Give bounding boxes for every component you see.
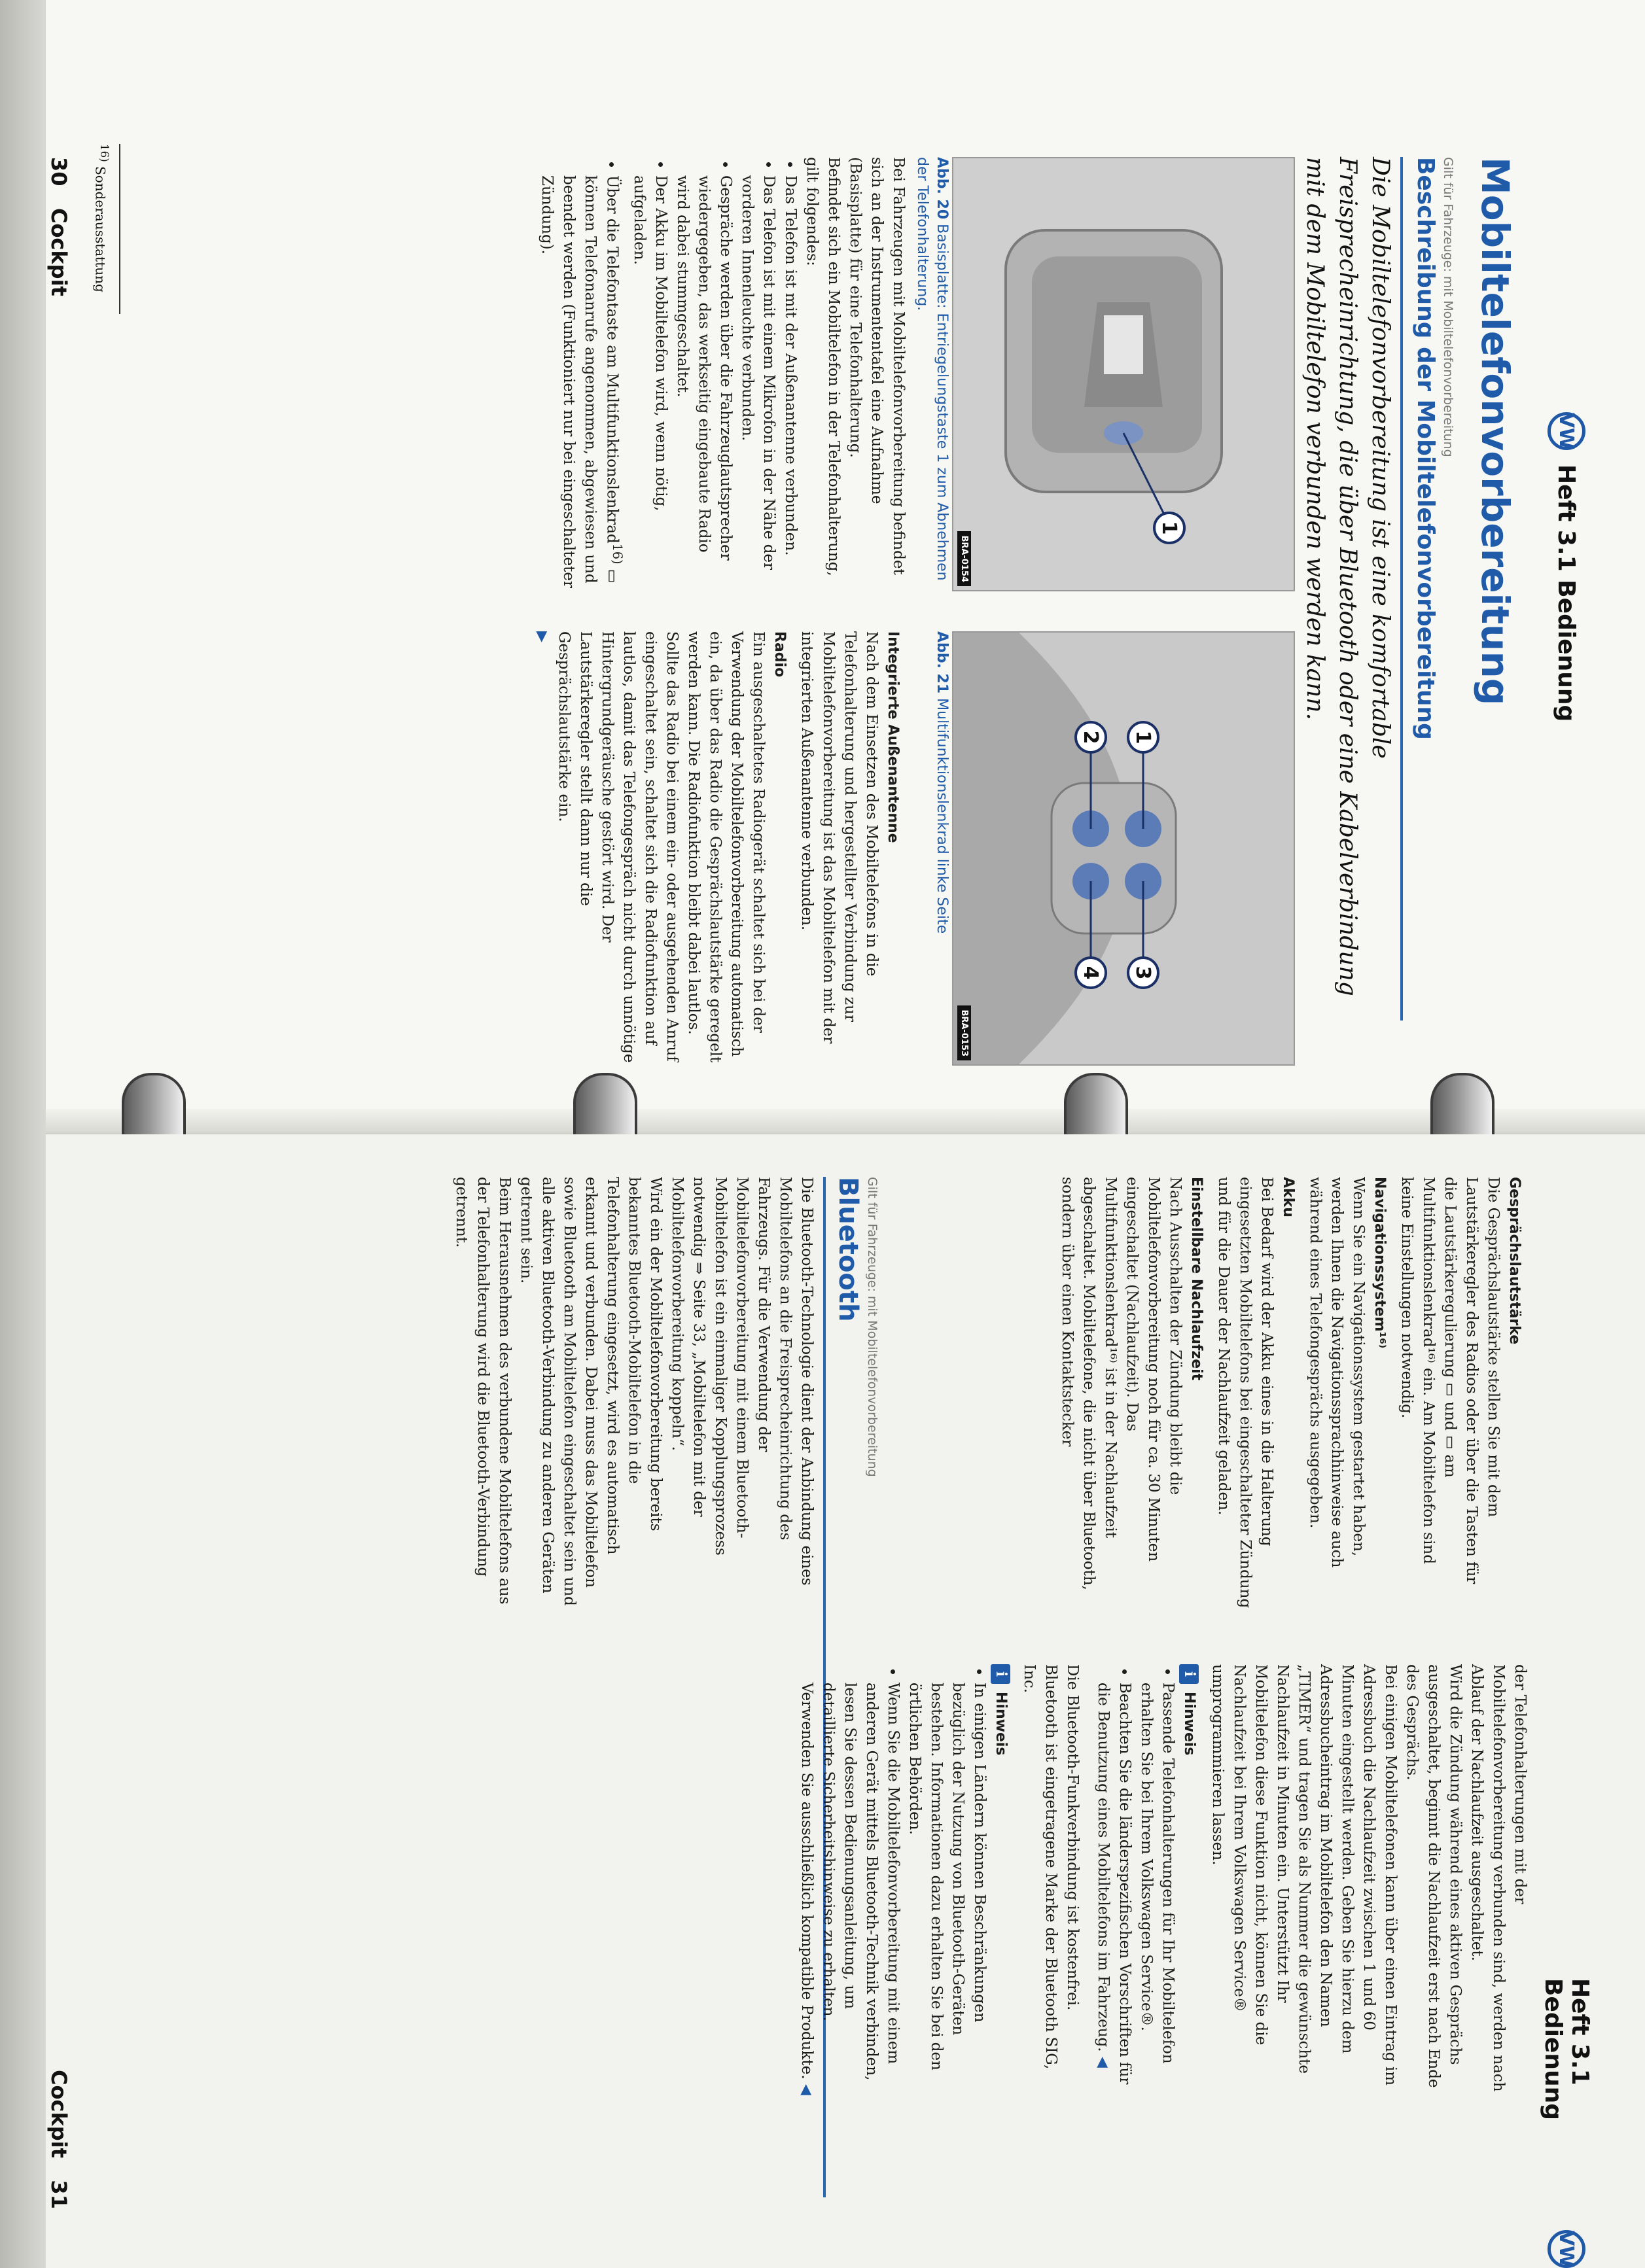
bluetooth-column (450, 1177, 817, 1609)
intro-text: Die Mobiltelefonvorbereitung ist eine komfortable Freisprecheinrichtung, die über Bluetooth oder eine Kabelverbindung mit dem Mobiltelefon verbunden werden kann. (1301, 157, 1394, 996)
steering-wheel-illustration (953, 633, 1294, 1064)
right-page (0, 1134, 1645, 2268)
page-number-left: 30 (46, 157, 71, 186)
col2-heading-radio: Radio (771, 631, 788, 678)
col1-bullet-2: • Das Telefon ist mit einem Mikrofon in der Nähe der vorderen Innenleuchte verbunden. (736, 175, 779, 589)
footnote (92, 144, 111, 292)
page-header-right (1540, 1978, 1593, 2268)
footnote-ref: 16) (610, 543, 625, 565)
hinweis-2-bullet-1: • In einigen Ländern können Beschränkungen bezüglich der Nutzung von Bluetooth-Geräten bestehen. Informationen dazu erhalten Sie bei den örtlichen Behörden. (904, 1683, 990, 2096)
fig21-tag: BRA-0153 (957, 1005, 971, 1060)
figure-21 (952, 631, 1295, 1066)
info-icon: i (1180, 1664, 1199, 1684)
bluetooth-paragraph-3: Beim Herausnehmen des verbundene Mobiltelefons aus der Telefonhalterung wird die Bluetooth-Verbindung getrennt. (453, 1177, 513, 1605)
end-marker-icon: ◀ (798, 2084, 815, 2095)
bluetooth-title: Bluetooth (833, 1177, 863, 1322)
column-2 (531, 631, 909, 1063)
hinweis-1-label: Hinweis (1181, 1692, 1197, 1756)
main-title: Mobiltelefonvorbereitung (1473, 157, 1517, 706)
fig20-caption-callout: 1 (934, 453, 950, 463)
header-title-right: Heft 3.1 Bedienung (1540, 1978, 1593, 2121)
footnote-rule (119, 144, 120, 314)
fig21-caption (932, 631, 951, 1063)
hinweis-2-label: Hinweis (993, 1692, 1009, 1756)
col2-paragraph-2: Ein ausgeschaltetes Radiogerät schaltet sich bei der Verwendung der Mobiltelefonvorbereitung automatisch ein, da über das Radio die Gesprächslautstärke geregelt werden kann. Die Radiofunktion bleibt dabei lautlos. (685, 631, 767, 1063)
col4-paragraph-3: Bei einigen Mobiltelefonen kann über einen Eintrag im Adressbuch die Nachlaufzeit zwischen 1 und 60 Minuten eingestellt werden. Geben Sie hierzu dem Adressbucheintrag im Mobiltelefon den Namen „TIMER“ und tragen Sie als Nummer die gewünschte Nachlaufzeit in Minuten ein. Unterstützt Ihr Mobiltelefon diese Funktion nicht, können Sie die Nachlaufzeit bei Ihrem Volkswagen Service® umprogrammieren lassen. (1209, 1664, 1399, 2085)
footer-section-left: Cockpit (46, 207, 71, 296)
hinweis-2-bullets (796, 1664, 990, 2096)
hinweis-1-bullets (1092, 1664, 1178, 2096)
base-plate-illustration (953, 158, 1294, 590)
col2-paragraph-3: Sollte das Radio bei einem ein- oder ausgehenden Anruf eingeschaltet sein, schaltet sich die Radiofunktion auf lautlos, damit das Telefongespräch nicht durch unnötige Hintergrundgeräusche gestört wird. Der Lautstärkeregler stellt dann nur die Gesprächslautstärke ein. (556, 631, 681, 1063)
hinweis-1-bullet-2-text: Beachten Sie die länderspezifischen Vorschriften für die Benutzung eines Mobiltelefons im Fahrzeug. (1095, 1683, 1133, 2085)
col3-paragraph-3: Bei Bedarf wird der Akku eines in die Halterung eingesetzten Mobiltelefons bei eingeschalteter Zündung und für die Dauer der Nachlaufzeit geladen. (1215, 1177, 1275, 1609)
fig20-text: Basisplatte: Entriegelungstaste (934, 224, 950, 449)
col4-paragraph-5: Bluetooth ist eingetragene Marke der Bluetooth SIG, Inc. (1021, 1664, 1059, 2070)
hinweis-1-bullet-1: • Passende Telefonhalterungen für Ihr Mobiltelefon erhalten Sie bei Ihrem Volkswagen Service®. (1135, 1683, 1178, 2096)
col1-paragraph-2: Befindet sich ein Mobiltelefon in der Telefonhalterung, gilt folgendes: (804, 157, 842, 576)
hinweis-2-bullet-2 (796, 1683, 904, 2096)
bluetooth-paragraph-2: Wird ein der Mobiltelefonvorbereitung bereits bekanntes Bluetooth-Mobiltelefon in die Telefonhalterung eingesetzt, wird es automatisch erkannt und verbunden. Dabei muss das Mobiltelefon sowie Bluetooth am Mobiltelefon eingeschaltet sein und alle aktiven Bluetooth-Verbindung zu anderen Geräten getrennt sein. (518, 1177, 664, 1606)
col1-bullet-3: • Gespräche werden über die Fahrzeuglautsprecher wiedergegeben, das werkseitig eingebaute Radio wird dabei stummgeschaltet. (671, 175, 736, 589)
footer-section-right: Cockpit (46, 2070, 71, 2158)
fig21-callout-2: 2 (1074, 721, 1107, 754)
hinweis-2-bullet-2-text: Wenn Sie die Mobiltelefonvorbereitung mit einem anderen Gerät mittels Bluetooth-Technik verbinden, lesen Sie dessen Bedienungsanleitung, um detaillierte Sicherheitshinweise zu erhalten. Verwenden Sie ausschließlich kompatible Produkte. (798, 1683, 902, 2081)
section-rule (1400, 157, 1403, 1021)
vw-logo-icon: VW (1548, 412, 1585, 450)
page-footer-left (46, 157, 71, 296)
fig20-tag: BRA-0154 (957, 531, 971, 586)
vw-logo-icon: VW (1548, 2230, 1585, 2268)
col4-paragraph-2: Wird die Zündung während eines aktiven Gesprächs ausgeschaltet, beginnt die Nachlaufzeit erst nach Ende des Gesprächs. (1404, 1664, 1464, 2088)
col2-heading-antenna: Integrierte Außenantenne (885, 631, 901, 843)
fig21-callout-3: 3 (1127, 956, 1159, 989)
col3-paragraph-4: Nach Ausschalten der Zündung bleibt die Mobiltelefonvorbereitung noch für ca. 30 Minuten eingeschaltet (Nachlaufzeit). Das Multifunktionslenkrad¹⁶⁾ ist in der Nachlaufzeit abgeschaltet. Mobiltelefone, die nicht über Bluetooth, sondern über einen Kontaktstecker (1059, 1177, 1184, 1590)
column-1 (536, 157, 909, 589)
hinweis-1-bullet-2 (1092, 1683, 1135, 2096)
page-number-right: 31 (46, 2180, 71, 2209)
fig20-suffix: zum Abnehmen der Telefonhalterung. (914, 157, 950, 581)
fig20-label: Abb. 20 (934, 157, 950, 220)
col1-bullet-5b: können Telefonanrufe angenommen, abgewiesen und beendet werden (Funktioniert nur bei eingeschalteter Zündung). (539, 175, 599, 588)
col3-paragraph-1: Die Gesprächslautstärke stellen Sie mit dem Lautstärkeregler des Radios oder über die Tasten für die Lautstärkeregulierung ▭ und ▭ am Multifunktionslenkrad¹⁶⁾ ein. Am Mobiltelefon sind keine Einstellungen notwendig. (1398, 1177, 1502, 1584)
col4-paragraph-1: der Telefonhalterungen mit der Mobiltelefonvorbereitung verbunden sind, werden nach Ablauf der Nachlaufzeit ausgeschaltet. (1468, 1664, 1529, 2092)
page-stack-edge (0, 0, 46, 2268)
col2-paragraph-1: Nach dem Einsetzen des Mobiltelefons in die Telefonhalterung und hergestellter Verbindung zur Mobiltelefonvorbereitung ist das Mobiltelefon mit der integrierten Außenantenne verbunden. (798, 631, 880, 1044)
col3-heading-navi: Navigationssystem¹⁶⁾ (1371, 1177, 1388, 1349)
fig20-caption (912, 157, 951, 589)
col1-bullet-1: • Das Telefon ist mit der Außenantenne verbunden. (779, 175, 801, 589)
bluetooth-paragraph-1: Die Bluetooth-Technologie dient der Anbindung eines Mobiltelefons an die Freisprecheinrichtung des Fahrzeugs. Für die Verwendung der Mobiltelefonvorbereitung mit einem Bluetooth-Mobiltelefon ist ein einmaliger Kopplungsprozess notwendig ⇒ Seite 33, „Mobiltelefon mit der Mobiltelefonvorbereitung koppeln“. (669, 1177, 815, 1586)
header-title: Heft 3.1 Bedienung (1553, 464, 1580, 722)
footnote-number: 16) (98, 144, 111, 162)
info-icon: i (991, 1664, 1011, 1684)
fig21-text: Multifunktionslenkrad linke Seite (934, 698, 950, 934)
col4-paragraph-4: Die Bluetooth-Funkverbindung ist kostenfrei. (1064, 1664, 1081, 2011)
bluetooth-valid-note: Gilt für Fahrzeuge: mit Mobiltelefonvorbereitung (865, 1177, 879, 1477)
col1-paragraph-1: Bei Fahrzeugen mit Mobiltelefonvorbereitung befindet sich an der Instrumententafel eine Aufnahme (Basisplatte) für eine Telefonhalterung. (847, 157, 907, 575)
col3-heading-nachlauf: Einstellbare Nachlaufzeit (1188, 1177, 1205, 1381)
valid-note: Gilt für Fahrzeuge: mit Mobiltelefonvorbereitung (1441, 157, 1455, 457)
page-header-left (1540, 412, 1593, 722)
figure-20 (952, 157, 1295, 591)
col1-bullet-4: • Der Akku im Mobiltelefon wird, wenn nötig, aufgeladen. (628, 175, 671, 589)
fig20-callout: 1 (1153, 512, 1186, 544)
end-marker-icon: ◀ (1095, 2056, 1111, 2068)
fig21-callout-4: 4 (1074, 956, 1107, 989)
hinweis-1 (1178, 1664, 1200, 2096)
col1-bullet-5a: Über die Telefontaste am Multifunktionslenkrad (603, 175, 621, 544)
hinweis-2 (990, 1664, 1012, 2096)
col3-heading-volume: Gesprächslautstärke (1506, 1177, 1523, 1345)
fig21-label: Abb. 21 (934, 631, 950, 694)
col1-bullet-5 (536, 175, 628, 589)
continue-arrow-icon: ▶ (534, 631, 550, 642)
section-title: Beschreibung der Mobiltelefonvorbereitung (1412, 157, 1439, 740)
col1-bullets (536, 157, 801, 589)
phone-key-icon: ▭ (603, 568, 621, 584)
column-4 (796, 1664, 1530, 2096)
col3-paragraph-2: Wenn Sie ein Navigationssystem gestartet haben, werden Ihnen die Navigationssprachhinweise auch während eines Telefongesprächs ausgegeben. (1307, 1177, 1367, 1568)
column-3 (1056, 1177, 1530, 1609)
footnote-text: Sonderausstattung (92, 166, 109, 292)
fig21-callout-1: 1 (1127, 721, 1159, 754)
page-footer-right (46, 2070, 71, 2209)
col3-heading-akku: Akku (1280, 1177, 1296, 1217)
